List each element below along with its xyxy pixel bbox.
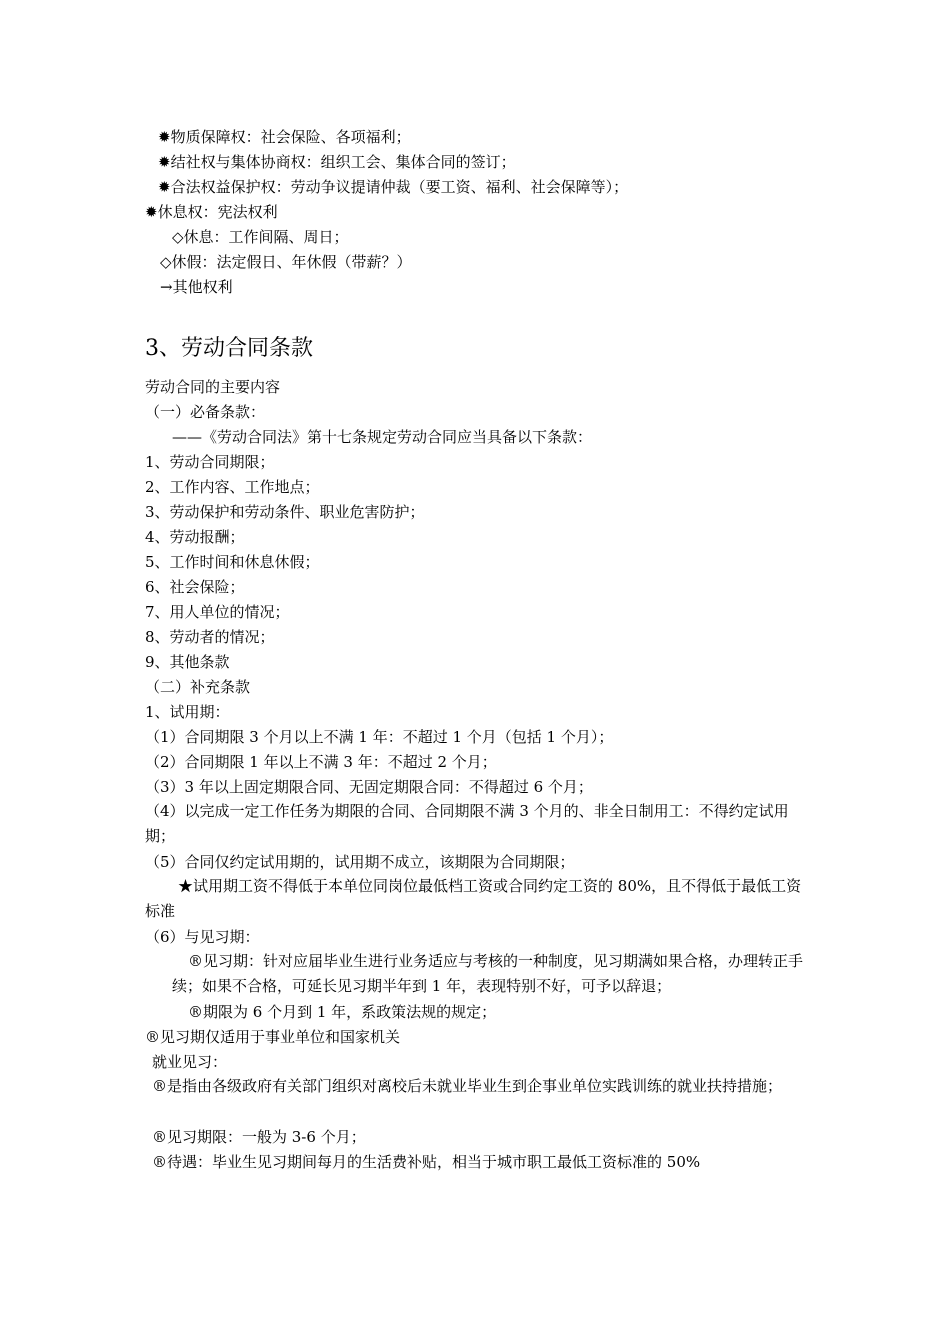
right-rest: ✹休息权：宪法权利 — [145, 203, 278, 221]
probation-item: （5）合同仅约定试用期的，试用期不成立，该期限为合同期限； — [145, 853, 575, 871]
other-rights: →其他权利 — [160, 278, 233, 296]
required-item: 5、工作时间和休息休假； — [145, 553, 320, 571]
law-note: ——《劳动合同法》第十七条规定劳动合同应当具备以下条款： — [172, 428, 593, 446]
required-item: 1、劳动合同期限； — [145, 453, 275, 471]
probation-item: （4）以完成一定工作任务为期限的合同、合同期限不满 3 个月的、非全日制用工：不得约定试用期； — [145, 802, 789, 845]
employment-heading: 就业见习： — [152, 1053, 228, 1071]
employment-term: ®见习期限：一般为 3-6 个月； — [152, 1128, 366, 1146]
required-item: 2、工作内容、工作地点； — [145, 478, 320, 496]
rest-break: ◇休息：工作间隔、周日； — [172, 228, 349, 246]
section-title: 3、劳动合同条款 — [145, 336, 313, 361]
internship-heading: （6）与见习期： — [145, 928, 260, 946]
right-material: ✹物质保障权：社会保险、各项福利； — [158, 128, 411, 146]
rest-vacation: ◇休假：法定假日、年休假（带薪？） — [160, 253, 412, 271]
required-item: 6、社会保险； — [145, 578, 245, 596]
required-item: 3、劳动保护和劳动条件、职业危害防护； — [145, 503, 425, 521]
required-item: 8、劳动者的情况； — [145, 628, 275, 646]
required-heading: （一）必备条款： — [145, 403, 266, 421]
employment-pay: ®待遇：毕业生见习期间每月的生活费补贴，相当于城市职工最低工资标准的 50% — [152, 1153, 701, 1171]
internship-scope: ®见习期仅适用于事业单位和国家机关 — [145, 1028, 401, 1046]
right-association: ✹结社权与集体协商权：组织工会、集体合同的签订； — [158, 153, 516, 171]
probation-item: （2）合同期限 1 年以上不满 3 年：不超过 2 个月； — [145, 753, 497, 771]
internship-description: ®见习期：针对应届毕业生进行业务适应与考核的一种制度，见习期满如果合格，办理转正手续；如果不合格，可延长见习期半年到 1 年，表现特别不好，可予以辞退； — [172, 952, 804, 995]
supplement-heading: （二）补充条款 — [145, 678, 251, 696]
section-subtitle: 劳动合同的主要内容 — [145, 378, 281, 396]
required-item: 7、用人单位的情况； — [145, 603, 290, 621]
probation-item: （1）合同期限 3 个月以上不满 1 年：不超过 1 个月（包括 1 个月）； — [145, 728, 614, 746]
right-legal-protection: ✹合法权益保护权：劳动争议提请仲裁（要工资、福利、社会保障等）； — [158, 178, 629, 196]
internship-term: ®期限为 6 个月到 1 年，系政策法规的规定； — [188, 1003, 497, 1021]
probation-heading: 1、试用期： — [145, 703, 230, 721]
probation-wage-note: ★试用期工资不得低于本单位同岗位最低档工资或合同约定工资的 80%，且不得低于最低工资标准 — [145, 877, 802, 920]
required-item: 9、其他条款 — [145, 653, 230, 671]
employment-definition: ®是指由各级政府有关部门组织对离校后未就业毕业生到企事业单位实践训练的就业扶持措施； — [152, 1077, 783, 1095]
required-item: 4、劳动报酬； — [145, 528, 245, 546]
probation-item: （3）3 年以上固定期限合同、无固定期限合同：不得超过 6 个月； — [145, 778, 593, 796]
